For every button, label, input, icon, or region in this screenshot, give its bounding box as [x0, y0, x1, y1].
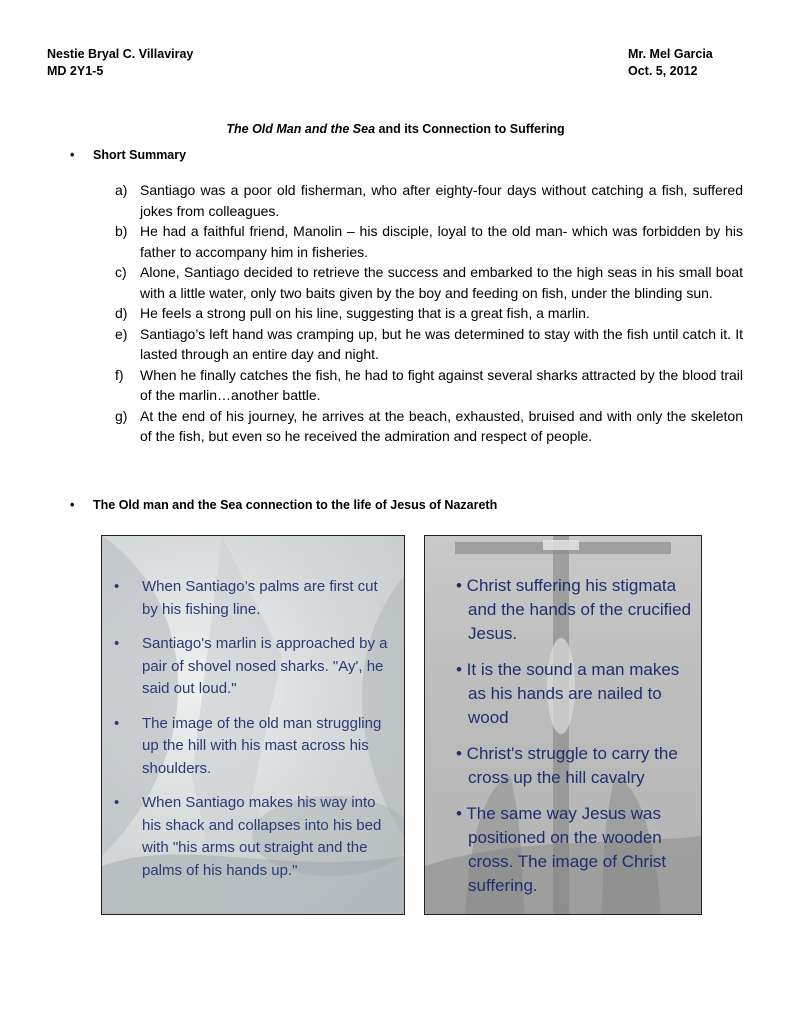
- item-text: When Santiago makes his way into his shack and collapses into his bed with "his arms out straight and the palms of his hands up.": [142, 794, 382, 879]
- list-item: [112, 576, 397, 621]
- item-text: The image of the old man struggling up the hill with his mast across his shoulders.: [142, 714, 382, 777]
- bullet-icon: •: [114, 714, 120, 732]
- list-item: [115, 365, 743, 406]
- list-item: • Christ's struggle to carry the cross up the hill cavalry: [456, 744, 678, 787]
- old-man-sea-panel: [101, 535, 405, 915]
- list-item: • Christ suffering his stigmata and the hands of the crucified Jesus.: [456, 576, 692, 643]
- item-text: When he finally catches the fish, he had to fight against several sharks attracted by the blood trail of the marlin…another battle.: [140, 366, 743, 403]
- item-text: Santiago’s left hand was cramping up, but he was determined to stay with the fish until catch it. It lasted through an entire day and night.: [140, 325, 743, 362]
- item-letter: d): [115, 305, 128, 321]
- item-text: When Santiago’s palms are first cut by his fishing line.: [142, 578, 378, 618]
- list-item: [112, 713, 397, 781]
- student-name: Nestie Bryal C. Villaviray: [47, 47, 194, 61]
- item-text: Alone, Santiago decided to retrieve the success and embarked to the high seas in his small boat with a little water, only two baits given by the boy and feeding on fish, under the blinding sun.: [140, 264, 743, 301]
- summary-list: [115, 180, 743, 447]
- title-book-name: The Old Man and the Sea: [226, 122, 376, 136]
- left-panel-list: [112, 576, 397, 894]
- list-item: [115, 221, 743, 262]
- item-letter: e): [115, 325, 128, 342]
- list-item: [115, 324, 743, 365]
- section-code: MD 2Y1-5: [47, 64, 104, 78]
- list-item: • It is the sound a man makes as his hands are nailed to wood: [456, 660, 680, 727]
- header-left: [47, 46, 193, 80]
- item-letter: b): [115, 223, 128, 239]
- title-rest: and its Connection to Suffering: [375, 122, 565, 136]
- list-item: [112, 792, 397, 882]
- item-text: He had a faithful friend, Manolin – his disciple, loyal to the old man- which was forbidden by his father to accompany him in fisheries.: [140, 223, 743, 260]
- summary-heading-text: Short Summary: [93, 148, 187, 162]
- item-text: Santiago was a poor old fisherman, who after eighty-four days without catching a fish, suffered jokes from colleagues.: [140, 182, 743, 219]
- jesus-connection-panel: [424, 535, 702, 915]
- summary-heading: [70, 148, 186, 162]
- item-letter: a): [115, 182, 128, 198]
- item-text: He feels a strong pull on his line, suggesting that is a great fish, a marlin.: [140, 305, 590, 321]
- item-letter: g): [115, 407, 128, 424]
- bullet-icon: •: [70, 498, 75, 512]
- connection-heading: [70, 498, 497, 512]
- item-text: At the end of his journey, he arrives at the beach, exhausted, bruised and with only the skeleton of the fish, but even so he received the admiration and respect of people.: [140, 407, 743, 444]
- bullet-icon: •: [114, 635, 120, 652]
- item-letter: c): [115, 264, 127, 280]
- bullet-icon: •: [114, 578, 120, 595]
- bullet-icon: •: [70, 148, 75, 162]
- list-item: [115, 406, 743, 447]
- bullet-icon: •: [114, 794, 120, 811]
- list-item: [115, 262, 743, 303]
- teacher-name: Mr. Mel Garcia: [628, 47, 713, 61]
- connection-heading-text: The Old man and the Sea connection to the life of Jesus of Nazareth: [93, 498, 498, 512]
- document-date: Oct. 5, 2012: [628, 64, 698, 78]
- list-item: • The same way Jesus was positioned on the wooden cross. The image of Christ suffering.: [456, 804, 667, 895]
- list-item: [115, 180, 743, 221]
- item-text: Santiago's marlin is approached by a pair of shovel nosed sharks. "Ay', he said out loud.": [142, 635, 388, 697]
- list-item: [112, 633, 397, 701]
- document-title: [0, 122, 791, 136]
- item-letter: f): [115, 366, 124, 383]
- right-panel-list: [445, 574, 695, 910]
- header-right: [628, 46, 713, 80]
- list-item: [115, 303, 743, 324]
